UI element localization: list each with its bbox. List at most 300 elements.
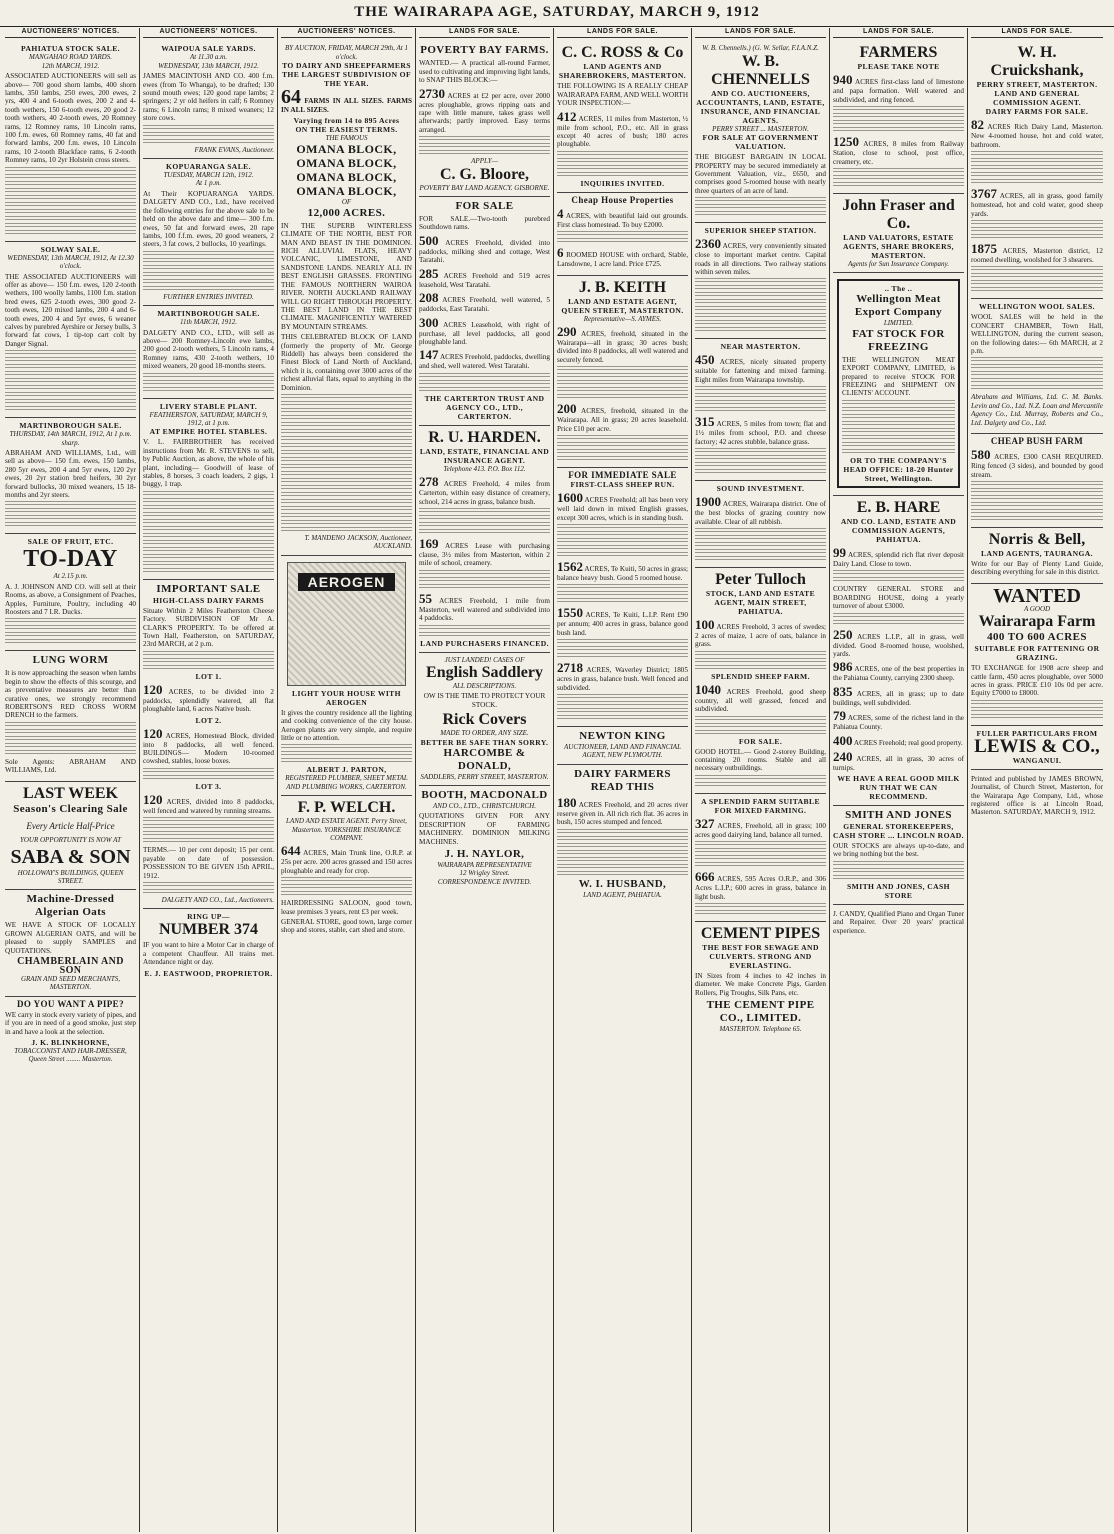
- ad-title: RING UP—: [187, 912, 230, 922]
- lot-text: ACRES, divided into 8 paddocks, well fenced and watered by running streams.: [143, 797, 274, 815]
- ad-cement-pipes: [695, 922, 826, 1038]
- printer-imprint: Printed and published by JAMES BROWN, Journalist, of Church Street, Masterton, for the Wairarapa Age Company, Ltd., whose registered office is at Lincoln Road, Masterton. SATURDAY, MARCH 9, 1912.: [971, 774, 1103, 817]
- listing-acres: 450: [695, 352, 715, 368]
- ad-headline: Wairarapa Farm: [978, 613, 1096, 631]
- ad-subtitle: WANGANUI.: [1012, 755, 1062, 765]
- ad-title: NEAR MASTERTON.: [720, 342, 801, 352]
- ad-address: PERRY STREET, MASTERTON.: [976, 80, 1098, 90]
- ad-subtitle: GENERAL STOREKEEPERS, CASH STORE ... LINCOLN ROAD.: [833, 821, 964, 840]
- ad-title: FULLER PARTICULARS FROM: [976, 728, 1098, 738]
- ad-title: IMPORTANT SALE: [156, 582, 261, 595]
- listing-text: ACRES, one of the best properties in the Pahiatua County, carrying 2300 sheep.: [833, 665, 964, 683]
- listing-acres: 2730: [419, 85, 445, 101]
- listing-text: ACRES Freehold, 4 miles from Carterton, within easy distance of creamery, school, 214 acres in grass, balance bush.: [419, 480, 550, 506]
- ad-subtitle: LAND AGENTS, TAURANGA.: [981, 548, 1093, 558]
- ad-firm: R. U. HARDEN.: [428, 428, 541, 446]
- listing-text: ACRES, 11 miles from Masterton, ½ mile from school, P.O., etc. All in grass except 40 acres of bush; 180 acres ploughable.: [557, 114, 688, 149]
- ad-body: It gives the country residence all the lighting and cooking convenience of the city house. Aerogen plants are very simple, and require little or no attention.: [281, 708, 412, 742]
- listing-acres: 1900: [695, 494, 721, 510]
- lot-label: LOT 1.: [195, 671, 222, 681]
- ad-firm: NEWTON KING: [579, 729, 666, 742]
- listing-text: ACRES, very conveniently situated close to important market centre. Capital roads in all directions. Two railway stations within seven miles.: [695, 242, 826, 277]
- ad-title: DAIRY FARMERS READ THIS: [574, 767, 671, 793]
- ad-hare: [833, 496, 964, 806]
- ad-title: SOUND INVESTMENT.: [716, 484, 805, 494]
- listing-text: ACRES L.I.P., all in grass, well divided. Good 8-roomed house, woolshed, yards.: [833, 632, 964, 658]
- ad-title: SALE OF FRUIT, ETC.: [27, 537, 114, 547]
- listing-text: ACRES Freehold, well watered, 5 paddocks, East Taratahi.: [419, 296, 550, 314]
- ad-body: Write for our Bay of Plenty Land Guide, describing everything for sale in this district.: [971, 559, 1103, 577]
- listing-acres: 290: [557, 324, 577, 340]
- listing-acres: 1562: [557, 558, 583, 574]
- ad-body: ABRAHAM AND WILLIAMS, Ltd., will sell as above— 150 f.m. ewes, 150 lambs, 280 5yr ewes, 200 4 and 5yr ewes, 120 2yr ewes, 20 2yr station bred heifers, 30 2yr forward bullocks, 30 mixed weaners, 15 18-months and 2yr steers.: [5, 448, 136, 499]
- ad-subtitle: LAND AND ESTATE AGENT. Perry Street, Masterton. YORKSHIRE INSURANCE COMPANY.: [286, 817, 407, 843]
- listing-text: ACRES, all in grass, good family homestead, hot and cold water, good sheep yards.: [971, 192, 1103, 218]
- ad-date: WEDNESDAY, 13th MARCH, 1912, At 12.30 o'clock.: [7, 253, 134, 271]
- listing-acres: 580: [971, 447, 991, 463]
- ad-subtitle: AUCTIONEER, LAND AND FINANCIAL AGENT, NEW PLYMOUTH.: [564, 742, 681, 760]
- ad-place: MANGAHAO ROAD YARDS.: [29, 53, 112, 62]
- listing-acres: 1250: [833, 134, 859, 150]
- listing-text: ACRES, with beautiful laid out grounds. First class homestead. To buy £2000.: [557, 211, 688, 229]
- listing-text: ACRES, Te Kuiti, L.I.P. Rent £90 per annum; 400 acres in grass, balance good bush land.: [557, 611, 688, 637]
- ad-signature: DALGETY AND CO., Ltd., Auctioneers.: [161, 895, 274, 904]
- ad-title: FARMERS: [859, 44, 938, 62]
- column-heading: LANDS FOR SALE.: [971, 28, 1103, 38]
- ad-ring-up: [143, 909, 274, 981]
- ad-firm: John Fraser and Co.: [842, 197, 955, 233]
- ad-firms: Abraham and Williams, Ltd. C. M. Banks. Levin and Co., Ltd. N.Z. Loan and Mercantile Agency Co., Ltd. Murray, Roberts and Co., Ltd. Dalgety and Co., Ltd.: [971, 393, 1103, 427]
- ad-title: FOR SALE: [455, 200, 514, 213]
- listing-acres: 327: [695, 815, 715, 831]
- listing-text: ACRES, all in grass, 30 acres of turnips.: [833, 754, 964, 772]
- ad-title: PAHIATUA STOCK SALE.: [21, 44, 120, 54]
- ad-body: THE FOLLOWING IS A REALLY CHEAP WAIRARAPA FARM, AND WELL WORTH YOUR INSPECTION:—: [557, 82, 689, 108]
- ad-title: English Saddlery: [426, 663, 543, 681]
- ad-cheap-bush-farm: [971, 434, 1103, 528]
- ad-date: TUESDAY, MARCH 12th, 1912.: [163, 171, 254, 180]
- ad-martinborough-sale: [5, 418, 136, 534]
- ad-tulloch: [695, 568, 826, 794]
- ad-harden: [419, 426, 550, 653]
- ad-for-sale-carterton: [419, 197, 550, 426]
- ad-headline: TO-DAY: [23, 546, 118, 573]
- ad-firm: LEWIS & CO.,: [974, 735, 1100, 757]
- ad-subtitle: AND CO. AUCTIONEERS, ACCOUNTANTS, LAND, ESTATE, INSURANCE, AND FINANCIAL AGENTS.: [696, 88, 825, 125]
- ad-title: Cheap House Properties: [571, 194, 674, 205]
- ad-subtitle: FIRST-CLASS SHEEP RUN.: [570, 480, 675, 490]
- ad-title: SPLENDID SHEEP FARM.: [711, 671, 810, 681]
- listing-text: ACRES, all in grass; up to date buildings, well subdivided.: [833, 689, 964, 707]
- listing-text: ACRES, Wairarapa district. One of the best blocks of grazing country now available. Clear of all rubbish.: [695, 500, 826, 526]
- listing-text: ACRES Rich Dairy Land, Masterton. New 4-roomed house, hot and cold water, bathroom.: [971, 123, 1103, 149]
- listing-text: ACRES Freehold, divided into paddocks, milking shed and cottage, West Taratahi.: [419, 238, 550, 265]
- newspaper-title: THE WAIRARAPA AGE, SATURDAY, MARCH 9, 1912: [354, 4, 760, 20]
- ad-subtitle: REGISTERED PLUMBER, SHEET METAL AND PLUMBING WORKS, CARTERTON.: [285, 774, 408, 791]
- listing-text: ACRES, Waverley District; 1805 acres in grass, balance bush. Well fenced and subdivided.: [557, 666, 688, 692]
- column-heading: AUCTIONEERS' NOTICES.: [281, 28, 412, 38]
- ad-body: OUR STOCKS are always up-to-date, and we bring nothing but the best.: [833, 841, 964, 859]
- ad-text: YOUR OPPORTUNITY IS NOW AT: [19, 836, 122, 845]
- listing-acres: 180: [557, 794, 577, 810]
- ad-body: WANTED.— A practical all-round Farmer, used to cultivating and improving light lands, to SNAP THIS BLOCK:—: [419, 59, 550, 85]
- ad-subtitle: LAND VALUATORS, ESTATE AGENTS, SHARE BROKERS, MASTERTON.: [843, 233, 954, 261]
- ad-text: A GOOD: [1023, 604, 1051, 613]
- lot-label: LOT 2.: [195, 715, 222, 725]
- ad-headline: NUMBER 374: [158, 921, 259, 939]
- ad-terms: TERMS.— 10 per cent deposit; 15 per cent. payable on date of possession. POSSESSION TO BE GIVEN 15th APRIL, 1912.: [143, 846, 274, 880]
- ad-body: THE BIGGEST BARGAIN IN LOCAL PROPERTY may be secured immediately at Government Valuation, viz., £650, and comprises good 5-roomed house with nearly three quarters of an acre of land.: [695, 153, 826, 195]
- ad-text: BETTER BE SAFE THAN SORRY.: [420, 737, 549, 747]
- ad-title: A SPLENDID FARM SUITABLE FOR MIXED FARMING.: [701, 796, 820, 815]
- ad-acres: 400 TO 600 ACRES: [987, 631, 1087, 644]
- ad-firm: W. H. Cruickshank,: [990, 44, 1084, 80]
- lot-text: ACRES, Homestead Block, divided into 8 paddocks, all well fenced. BUILDINGS— Modern 10-roomed cowshed, stables, loose boxes.: [143, 731, 274, 766]
- ad-text: INQUIRIES INVITED.: [580, 178, 665, 188]
- ad-text: THE FAMOUS: [325, 134, 368, 143]
- ad-newton-king: [557, 727, 688, 765]
- ad-body: QUOTATIONS GIVEN FOR ANY DESCRIPTION OF FARMING MACHINERY. DOMINION MILKING MACHINES.: [419, 812, 550, 846]
- ad-text: FARMS IN ALL SIZES. FARMS IN ALL SIZES.: [281, 97, 413, 114]
- ad-text: Varying from 14 to 895 Acres: [293, 116, 400, 126]
- ad-firm: Norris & Bell,: [988, 530, 1086, 548]
- listing-text: ACRES Freehold, and 20 acres river reserve given in. All rich rich flat. 36 acres in bush, 150 acres stumped and fenced.: [557, 800, 688, 827]
- ad-title: CHEAP BUSH FARM: [990, 436, 1084, 447]
- ad-firm: C. G. Bloore,: [439, 165, 530, 183]
- ad-text: CORRESPONDENCE INVITED.: [437, 877, 532, 886]
- listing-text: ACRES, Freehold, all in grass; 100 acres good dairying land, balance all turned.: [695, 821, 826, 839]
- ad-kopuaranga-sale: [143, 159, 274, 306]
- ad-signature: FRANK EVANS, Auctioneer.: [194, 145, 274, 154]
- ad-firm: J. B. KEITH: [578, 278, 667, 296]
- ad-subtitle: AND CO., LTD., CHRISTCHURCH.: [433, 802, 536, 810]
- ad-line: Every Article Half-Price: [26, 820, 115, 831]
- listing-text: HAIRDRESSING SALOON, good town, lease premises 3 years, rent £3 per week.: [281, 899, 412, 916]
- listing-acres: 986: [833, 659, 853, 675]
- ad-address: PERRY STREET ... MASTERTON.: [712, 124, 809, 133]
- ad-title: FOR SALE AT GOVERNMENT VALUATION.: [702, 133, 819, 152]
- ad-body: TO EXCHANGE for 1908 acre sheep and cattle farm, 450 acres ploughable, over 5000 acres in grass. PRICE £10 10s 0d per acre. Equity £7000 to £8000.: [971, 664, 1103, 698]
- listing-acres: 208: [419, 290, 439, 306]
- ad-body: OW IS THE TIME TO PROTECT YOUR STOCK.: [423, 692, 546, 709]
- ad-title: MARTINBOROUGH SALE.: [157, 309, 260, 319]
- ad-chennells: [695, 41, 826, 223]
- ad-lung-worm: [5, 651, 136, 781]
- ad-title: WELLINGTON WOOL SALES.: [979, 302, 1095, 312]
- ad-signature: E. J. EASTWOOD, PROPRIETOR.: [144, 968, 273, 978]
- ad-subtitle: ALL DESCRIPTIONS.: [452, 681, 517, 690]
- ad-immediate-sale: [557, 468, 688, 727]
- ad-pahiatua-stock-sale: [5, 41, 136, 241]
- ad-saddlery: [419, 653, 550, 786]
- ad-contact: Telephone 413. P.O. Box 112.: [443, 464, 526, 473]
- ad-firm: F. P. WELCH.: [297, 799, 396, 817]
- column-2: [140, 28, 278, 1532]
- ad-title: DO YOU WANT A PIPE?: [17, 998, 124, 1009]
- ad-text: LIMITED.: [883, 319, 914, 328]
- listing-text: ACRES Freehold; all has been very well laid down in mixed English grasses, except 300 acres, which is in standing bush.: [557, 496, 688, 522]
- ad-date: WEDNESDAY, 13th MARCH, 1912.: [158, 61, 259, 70]
- ad-cruickshank: [971, 41, 1103, 299]
- ad-place: AT EMPIRE HOTEL STABLES.: [149, 427, 268, 437]
- listing-text: ACRES Freehold, paddocks, dwelling and shed, well watered. West Taratahi.: [419, 353, 551, 371]
- ad-subtitle: PLEASE TAKE NOTE: [857, 62, 940, 72]
- ad-date: FEATHERSTON, SATURDAY, MARCH 9, 1912, at 1 p.m.: [149, 410, 268, 427]
- ad-acres: 12,000 ACRES.: [307, 206, 386, 219]
- ad-firm: Peter Tulloch: [715, 570, 806, 588]
- column-3: [278, 28, 416, 1532]
- ad-text: ON THE EASIEST TERMS.: [295, 125, 398, 135]
- ad-text: Agents for Sun Insurance Company.: [848, 260, 949, 269]
- ad-body: WOOL SALES will be held in the CONCERT CHAMBER, Town Hall, WELLINGTON, during the current season, on the following dates:— 6th MARCH, at 2 p.m.: [971, 313, 1103, 356]
- ad-signature: T. MANDENO JACKSON, Auctioneer, AUCKLAND.: [304, 533, 412, 551]
- listing-text: COUNTRY GENERAL STORE and BOARDING HOUSE, doing a yearly turnover of about £3000.: [833, 585, 964, 611]
- column-heading: LANDS FOR SALE.: [419, 28, 550, 38]
- ad-john-fraser: [833, 194, 964, 273]
- ad-subtitle: AND CO. LAND, ESTATE AND COMMISSION AGENTS, PAHIATUA.: [840, 516, 957, 544]
- imprint: [971, 770, 1103, 823]
- ad-firm: Wellington Meat Export Company: [854, 293, 943, 319]
- ad-firm: ALBERT J. PARTON,: [306, 765, 387, 775]
- ad-subtitle: STOCK, LAND AND ESTATE AGENT, MAIN STREET, PAHIATUA.: [705, 588, 816, 616]
- listing-text: ACRES Freehold and 519 acres leasehold, West Taratahi.: [419, 271, 550, 289]
- ad-important-sale: [143, 580, 274, 910]
- listing-acres: 4: [557, 205, 564, 221]
- column-4: [416, 28, 554, 1532]
- ad-booth-macdonald: [419, 786, 550, 890]
- ad-subtitle: Season's Clearing Sale: [13, 802, 128, 815]
- ad-title: CEMENT PIPES: [700, 924, 821, 942]
- listing-text: ACRES Lease with purchasing clause, 3½ miles from Masterton, within 2 mile of school, creamery.: [419, 541, 550, 568]
- column-7: [830, 28, 968, 1532]
- ad-title: KOPUARANGA SALE.: [166, 162, 251, 172]
- ad-lewis: [971, 726, 1103, 770]
- ad-waipoua-sale: [143, 41, 274, 159]
- ad-text: .. The ..: [884, 284, 913, 294]
- ad-date: BY AUCTION, FRIDAY, MARCH 29th, At 1 o'clock.: [285, 44, 408, 61]
- ad-date: 11th MARCH, 1912.: [179, 318, 238, 327]
- listing-text: ACRES, nicely situated property suitable for fattening and mixed farming. Eight miles from Wairarapa township.: [695, 358, 827, 384]
- ad-body: V. L. FAIRBROTHER has received instructions from Mr. R. STEVENS to sell, by Public Auction, as above, the whole of his plant, including— Goodwill of lease of stables, 8 horses, 3 coach loaders, 2 gigs, 1 buggy, 1 trap.: [143, 438, 274, 489]
- listing-text: ACRES, freehold, situated in the Wairarapa. All in grass; 20 acres leasehold. Price £10 per acre.: [557, 407, 688, 433]
- columns: [2, 28, 1112, 1532]
- ad-subtitle: GRAIN AND SEED MERCHANTS, MASTERTON.: [20, 974, 121, 992]
- listing-acres: 6: [557, 245, 564, 261]
- ad-title: WANTED: [993, 584, 1081, 607]
- ad-firm: HARCOMBE & DONALD,: [443, 746, 526, 772]
- ad-fruit-sale: [5, 534, 136, 651]
- ad-algerian-oats: [5, 890, 136, 996]
- ad-firm: W. B. CHENNELLS: [711, 52, 810, 88]
- listing-acres: 250: [833, 626, 853, 642]
- ad-body: IN Sizes from 4 inches to 42 inches in diameter. We make Concrete Pigs, Garden Rollers, Pig Troughs, Silk Pans, etc.: [695, 971, 826, 997]
- ad-subtitle: THE BEST FOR SEWAGE AND CULVERTS. STRONG AND EVERLASTING.: [702, 942, 819, 970]
- ad-text: WAIRARAPA REPRESENTATIVE: [437, 861, 532, 870]
- ad-subtitle: LAND AND ESTATE AGENT, QUEEN STREET, MASTERTON.: [561, 296, 684, 315]
- ad-clearing-sale: [5, 782, 136, 891]
- listing-acres: 1600: [557, 490, 583, 506]
- listing-acres: 412: [557, 108, 577, 124]
- ad-text: MADE TO ORDER, ANY SIZE.: [440, 729, 529, 738]
- listing-acres: 1040: [695, 681, 721, 697]
- lot-acres: 120: [143, 681, 163, 697]
- ad-keith: [557, 276, 688, 468]
- listing-acres: 1875: [971, 241, 997, 257]
- listing-acres: 644: [281, 843, 301, 859]
- ad-ross: [557, 41, 688, 192]
- column-heading: AUCTIONEERS' NOTICES.: [143, 28, 274, 38]
- ad-text: LAND PURCHASERS FINANCED.: [420, 638, 549, 648]
- lot-text: ACRES, to be divided into 2 paddocks, splendidly watered, all flat ploughable land, 6 acres Native bush.: [143, 687, 275, 714]
- ad-address: Queen Street ........ Masterton.: [28, 1055, 113, 1064]
- listing-acres: 55: [419, 590, 432, 606]
- listing-text: ACRES, splendid rich flat river deposit Dairy Land. Close to town.: [833, 550, 964, 568]
- ad-body: THE ASSOCIATED AUCTIONEERS will offer as above— 150 f.m. ewes, 120 2-tooth wethers, 100 woolly lambs, 1100 f.m. station bred ewes, 625 2-tooth ewes, 300 good 2-tooth ewes, 120 mixed lambs, 200 4 and 6-tooth ewes, 200 4 and 5yr ewes, 6 weaner calves by purebred Ayrshire or Jersey bulls, 3 forward fat cows, 1 tip-top cart colt by Danger Signal.: [5, 272, 136, 348]
- column-heading: LANDS FOR SALE.: [557, 28, 688, 38]
- ad-wellington-meat: [833, 273, 964, 495]
- ad-body: It is now approaching the season when lambs begin to show the effects of this scourge, and as preventative measures are better than curative ones, we strongly recommend ROBERTSON'S RED CROSS WORM DRENCH to the farmers.: [5, 669, 136, 720]
- listing-acres: 285: [419, 265, 439, 281]
- ad-signature: Sole Agents: ABRAHAM AND WILLIAMS, Ltd.: [5, 757, 136, 775]
- ad-subtitle: THE LARGEST SUBDIVISION OF THE YEAR.: [281, 70, 412, 89]
- ad-body: IN THE SUPERB WINTERLESS CLIMATE OF THE NORTH, BEST FOR MAN AND BEAST IN THE DOMINION. RICH ALLUVIAL FLATS, HEAVY VOLCANIC, LIMESTONE, AND SANDSTONE LANDS. NEARLY ALL IN BEST ENGLISH GRASSES. FRONTING THE FAMOUS NORTHERN WAIROA RIVER. NORTH AUCKLAND RAILWAY WILL GO RIGHT THROUGH PROPERTY. THE BEST LAND IN THE BEST CLIMATE. MAGNIFICENTLY WATERED BY MOUNTAIN STREAMS.: [281, 221, 412, 331]
- ad-title: DAIRY FARMS FOR SALE.: [985, 107, 1089, 117]
- ad-martinborough-dalgety: [143, 306, 274, 398]
- ad-dairy-farmers: [557, 765, 688, 903]
- ad-subtitle: LAND AND GENERAL COMMISSION AGENT.: [992, 89, 1082, 108]
- ad-wanted-farm: [971, 584, 1103, 726]
- listing-acres: 82: [971, 117, 984, 133]
- ad-firm: E. B. HARE: [856, 498, 941, 516]
- ad-date: THURSDAY, 14th MARCH, 1912, At 1 p.m. sharp.: [9, 430, 132, 447]
- listing-text: ACRES Freehold, good sheep country, all well grassed, fenced and subdivided.: [695, 687, 826, 714]
- listing-acres: 200: [557, 401, 577, 417]
- ad-text: WE HAVE A REAL GOOD MILK RUN THAT WE CAN RECOMMEND.: [837, 773, 960, 801]
- ad-firm: BOOTH, MACDONALD: [421, 789, 548, 801]
- ad-firm: THE CEMENT PIPE CO., LIMITED.: [706, 999, 815, 1025]
- ad-signature: FURTHER ENTRIES INVITED.: [163, 292, 254, 301]
- column-heading: AUCTIONEERS' NOTICES.: [5, 28, 136, 38]
- ad-body: WE HAVE A STOCK OF LOCALLY GROWN ALGERIAN OATS, and will be pleased to supply SAMPLES and QUOTATIONS.: [5, 921, 136, 955]
- ad-headline: OMANA BLOCK, OMANA BLOCK, OMANA BLOCK, OMANA BLOCK,: [296, 142, 397, 199]
- listing-text: ACRES at £2 per acre, over 2000 acres ploughable, grows ripping oats and rape with little manure, takes grass well afterwards; partly improved. Easy terms arranged.: [419, 91, 550, 134]
- ad-title: Machine-Dressed Algerian Oats: [26, 893, 115, 919]
- listing-text: ACRES Freehold, 1 mile from Masterton, well watered and subdivided into 4 paddocks.: [419, 596, 550, 623]
- ad-sound-investment: [695, 481, 826, 568]
- ad-omana-block: [281, 41, 412, 555]
- ad-address: OR TO THE COMPANY'S HEAD OFFICE: 18-20 Hunter Street, Wellington.: [843, 455, 954, 483]
- listing-acres: 100: [695, 616, 715, 632]
- ad-title: FOR IMMEDIATE SALE: [568, 470, 677, 481]
- ad-firm: SMITH AND JONES: [845, 808, 952, 821]
- listing-acres: 400: [833, 732, 853, 748]
- listing-acres: 79: [833, 708, 846, 724]
- lot-acres: 120: [143, 791, 163, 807]
- ad-headline: Rick Covers: [442, 711, 527, 729]
- listing-acres: 278: [419, 474, 439, 490]
- column-5: [554, 28, 692, 1532]
- ad-body: JAMES MACINTOSH AND CO. 400 f.m. ewes (from To Whanga), to be drafted; 130 sound mouth ewes; 120 good rape lambs; 2 springers; 2 yr old heifers in calf; 6 Romney rams; 6 Lincoln rams; 8 mixed weaners; 12 store cows.: [143, 72, 274, 123]
- ad-title: POVERTY BAY FARMS.: [420, 44, 549, 57]
- ad-farmers-note: [833, 41, 964, 194]
- ad-text: W. B. Chennells.) (G. W. Sellar, F.I.A.N.Z.: [702, 44, 819, 53]
- ad-title: SOLWAY SALE.: [40, 244, 101, 254]
- listing-acres: 2718: [557, 660, 583, 676]
- ad-body: WE carry in stock every variety of pipes, and if you are in need of a good smoke, just step in and have a look at the selection.: [5, 1010, 136, 1036]
- ad-smith-jones: [833, 806, 964, 905]
- ad-body: A. J. JOHNSON AND CO. will sell at their Rooms, as above, a Consignment of Peaches, Apples, Furniture, Poultry, including 40 Roosters and 7 I.R. Ducks.: [5, 582, 136, 617]
- ad-body: THE WELLINGTON MEAT EXPORT COMPANY, LIMITED, is prepared to receive STOCK FOR FREEZING and SHIPMENT ON CLIENTS' ACCOUNT.: [842, 355, 955, 398]
- farm-count: 64: [281, 86, 301, 109]
- listing-acres: 147: [419, 347, 439, 363]
- boxed-ad: [837, 279, 960, 487]
- lot-acres: 120: [143, 725, 163, 741]
- ad-body: At Their KOPUARANGA YARDS. DALGETY AND CO., Ltd., have received the following entries for the above sale to be held on the above date and time— 300 f.m. ewes, 50 fat and forward ewes, 20 rape lambs, 100 f.f.m. ewes, 20 good weaners, 2 steers, 3 fat cows, 2 bullocks, 10 yearlings.: [143, 189, 274, 249]
- listing-text: ACRES, Te Kuiti, 50 acres in grass; balance heavy bush. Good 5 roomed house.: [557, 564, 688, 582]
- ad-cheap-houses: [557, 193, 688, 276]
- ad-text: JUST LANDED! CASES OF: [444, 655, 525, 664]
- ad-firm: C. C. ROSS & Co: [561, 44, 684, 62]
- listing-text: ACRES first-class land of limestone and papa formation. Well watered and subdivided, and ring fenced.: [833, 78, 964, 104]
- column-6: [692, 28, 830, 1532]
- ad-pipe: [5, 997, 136, 1068]
- ad-firm: SABA & SON: [10, 845, 131, 868]
- listing-acres: 169: [419, 535, 439, 551]
- ad-welch: [281, 796, 412, 941]
- listing-acres: 2360: [695, 236, 721, 252]
- ad-firm: W. I. HUSBAND,: [578, 877, 667, 890]
- listing-text: ACRES, 8 miles from Railway Station, close to school, post office, creamery, etc.: [833, 140, 964, 166]
- listing-text: ACRES Freehold; real good property.: [853, 738, 963, 747]
- listing-acres: 240: [833, 748, 853, 764]
- ad-subtitle: TOBACCONIST AND HAIR-DRESSER,: [14, 1046, 127, 1055]
- masthead: [0, 0, 1114, 27]
- ad-body: ASSOCIATED AUCTIONEERS will sell as above— 700 good shorn lambs, 400 shorn lambs, 350 lambs, 250 ewes, 200 ewes, 2 yrs, 400 4 and 6-tooth ewes, 200 2 and 4-tooth wethers, 150 6-tooth ewes, 20 good 2-tooth wethers, 40 2-tooth ewes, 20 Romney rams, 12 Romney rams, 10 Lincoln rams, 100 f.m. ewes, 60 Romney rams, 40 fat and forward lambs, 200 f.m. ewes, 10 Lincoln rams, 10 2-tooth Blackface rams, 6 2-tooth Romney rams, 10 2yr Holstein cross steers.: [5, 72, 136, 165]
- listing-text: ACRES, Masterton district, 12 roomed dwelling, woolshed for 3 shearers.: [971, 247, 1103, 265]
- ad-title: WAIPOUA SALE YARDS.: [161, 44, 256, 54]
- ad-title: LUNG WORM: [32, 654, 109, 667]
- column-8: [968, 28, 1106, 1532]
- ad-firm: J. K. BLINKHORNE,: [31, 1037, 110, 1047]
- ad-title: LIVERY STABLE PLANT.: [159, 401, 258, 411]
- listing-acres: 500: [419, 232, 439, 248]
- listing-text: ACRES, freehold, situated in the Wairarapa—all in grass; 30 acres bush; divided into 8 paddocks, all well watered and securely fenced.: [557, 330, 688, 364]
- ad-subtitle: LAND AGENT, PAHIATUA.: [583, 890, 662, 899]
- column-heading: LANDS FOR SALE.: [833, 28, 964, 38]
- ad-subtitle: SUITABLE FOR FATTENING OR GRAZING.: [974, 644, 1100, 663]
- listing-text: ACRES, 5 miles from town; flat and 1½ miles from school, P.O. and cheese factory; 42 acres stubble, balance grass.: [695, 420, 826, 446]
- ad-near-masterton: [695, 339, 826, 481]
- aerogen-logo: AEROGEN: [298, 573, 395, 591]
- ad-text: OF: [341, 198, 352, 207]
- ad-norris-bell: [971, 528, 1103, 584]
- listing-acres: 3767: [971, 186, 997, 202]
- column-heading: LANDS FOR SALE.: [695, 28, 826, 38]
- ad-solway-sale: [5, 242, 136, 418]
- ad-date: 12th MARCH, 1912.: [41, 61, 100, 70]
- ad-wool-sales: [971, 299, 1103, 434]
- ad-body: IF you want to hire a Motor Car in charge of a competent Chauffeur. All trains met. Attendance night or day.: [143, 941, 274, 967]
- ad-firm: CHAMBERLAIN AND SON: [17, 955, 124, 976]
- ad-subtitle: HIGH-CLASS DAIRY FARMS: [152, 595, 265, 605]
- listing-text: ACRES, some of the richest land in the Pahiatua County.: [833, 714, 965, 732]
- ad-subtitle: POVERTY BAY LAND AGENCY. GISBORNE.: [419, 183, 550, 192]
- ad-address: 12 Wrigley Street.: [459, 869, 510, 878]
- listing-acres: 835: [833, 683, 853, 699]
- ad-title: FOR SALE.: [738, 736, 783, 746]
- ad-time: At 2.15 p.m.: [53, 572, 88, 581]
- listing-text: ACRES, £300 CASH REQUIRED. Ring fenced (3 sides), and bounded by good stream.: [971, 453, 1103, 479]
